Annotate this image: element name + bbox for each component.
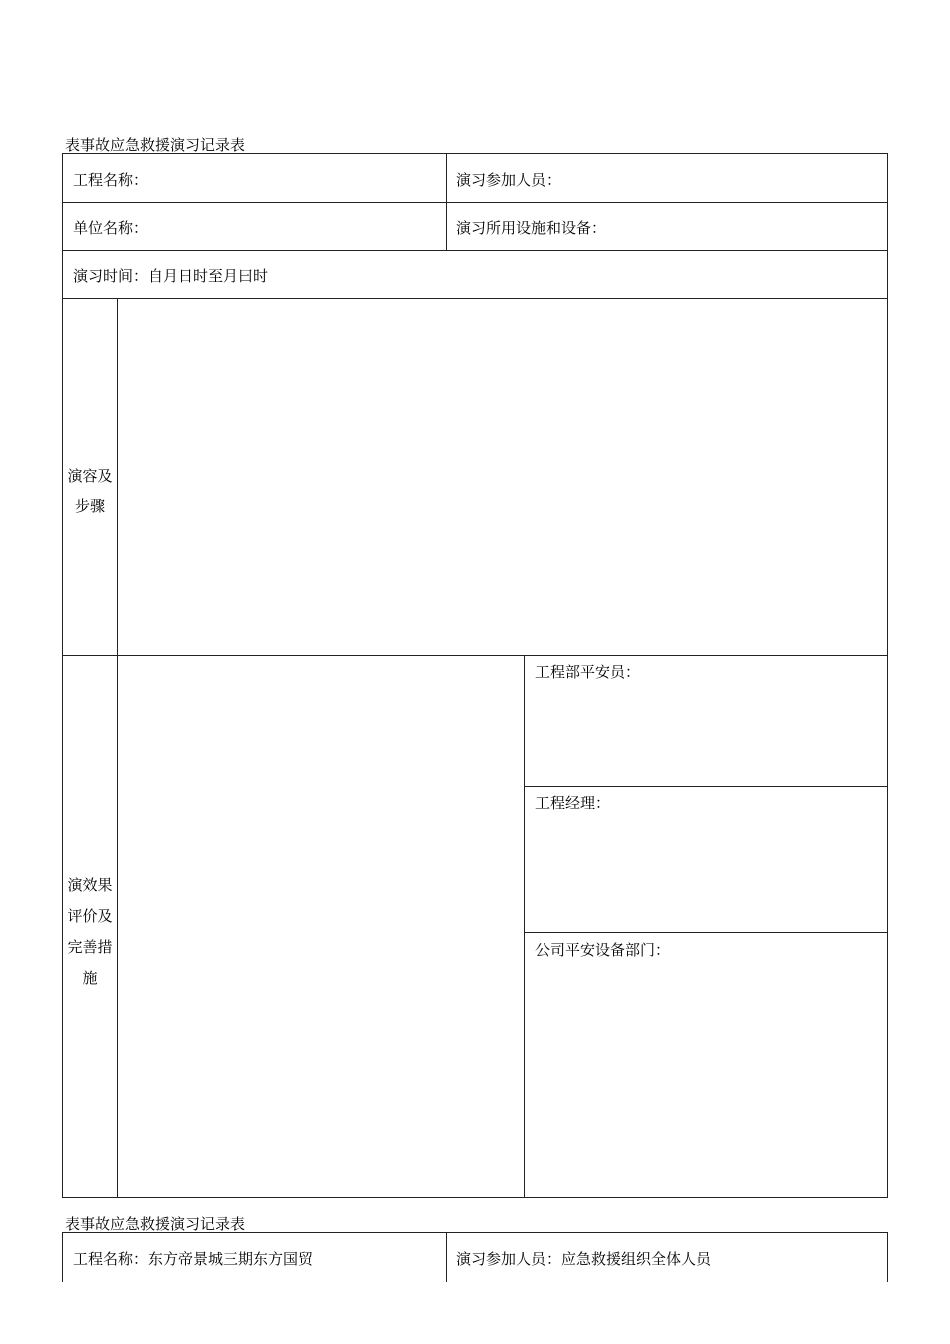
row-divider bbox=[524, 932, 888, 933]
column-divider bbox=[446, 153, 447, 250]
project-manager-field[interactable]: 工程经理： bbox=[535, 794, 611, 812]
project-name-field[interactable]: 工程名称： bbox=[73, 171, 149, 189]
evaluation-label-line: 演效果 bbox=[67, 876, 113, 894]
content-steps-label-line: 演容及 bbox=[67, 467, 113, 485]
facilities-field[interactable]: 演习所用设施和设备： bbox=[456, 219, 607, 237]
company-dept-field[interactable]: 公司平安设备部门： bbox=[535, 941, 671, 959]
content-steps-label-line: 步骤 bbox=[74, 497, 105, 515]
evaluation-label bbox=[62, 870, 118, 994]
content-steps-area[interactable] bbox=[118, 299, 887, 655]
project-name-field[interactable]: 工程名称：东方帝景城三期东方国贸 bbox=[73, 1250, 314, 1268]
safety-officer-field[interactable]: 工程部平安员： bbox=[535, 663, 641, 681]
participants-field[interactable]: 演习参加人员：应急救援组织全体人员 bbox=[456, 1250, 712, 1268]
form-title: 表事故应急救援演习记录表 bbox=[65, 1215, 246, 1233]
evaluation-label-line: 完善措 bbox=[67, 938, 113, 956]
content-steps-label bbox=[62, 461, 118, 521]
evaluation-label-line: 评价及 bbox=[67, 907, 113, 925]
row-divider bbox=[524, 786, 888, 787]
form-title: 表事故应急救援演习记录表 bbox=[65, 136, 246, 154]
participants-field[interactable]: 演习参加人员： bbox=[456, 171, 562, 189]
record-table-2 bbox=[0, 1232, 950, 1282]
column-divider bbox=[524, 655, 525, 1198]
unit-name-field[interactable]: 单位名称： bbox=[73, 219, 149, 237]
evaluation-area[interactable] bbox=[118, 656, 524, 1197]
drill-time-field[interactable]: 演习时间：自月日时至月曰时 bbox=[73, 267, 269, 285]
column-divider bbox=[446, 1232, 447, 1282]
row-divider bbox=[62, 250, 888, 251]
row-divider bbox=[62, 202, 888, 203]
evaluation-label-line: 施 bbox=[82, 969, 98, 987]
